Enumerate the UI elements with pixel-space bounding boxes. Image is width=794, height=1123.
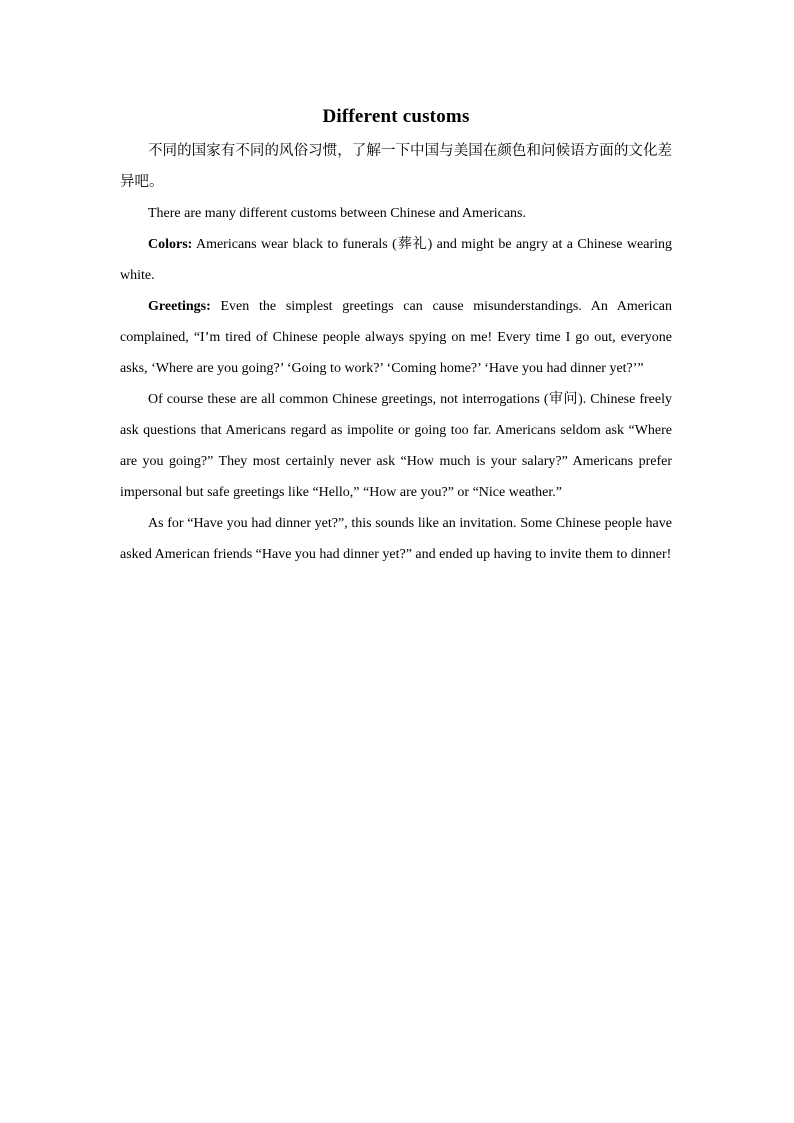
colors-text-b: ) and might be angry at a Chinese wearing white. bbox=[120, 237, 672, 283]
document-title: Different customs bbox=[322, 106, 470, 127]
paragraph-dinner: As for “Have you had dinner yet?”, this sounds like an invitation. Some Chinese people have asked American friends “Have you had dinner yet?” and ended up having to invite them to dinner! bbox=[120, 516, 672, 562]
interrogations-chinese-gloss: 审问 bbox=[548, 391, 579, 407]
paragraph-interrogations bbox=[120, 384, 672, 508]
colors-label: Colors: bbox=[148, 237, 193, 252]
document-page bbox=[120, 104, 672, 570]
paragraph-greetings bbox=[120, 291, 672, 384]
greetings-label: Greetings: bbox=[148, 299, 211, 314]
interrogations-text-a: Of course these are all common Chinese greetings, not interrogations ( bbox=[148, 392, 549, 407]
paragraph-intro: There are many different customs between Chinese and Americans. bbox=[148, 206, 526, 221]
paragraph-colors bbox=[120, 229, 672, 291]
interrogations-text-b: ). Chinese freely ask questions that Americans regard as impolite or going too far. Americans seldom ask “Where are you going?” They most certainly never ask “How much is your salary?” Americans prefer impersonal but safe greetings like “Hello,” “How are you?” or “Nice weather.” bbox=[120, 392, 672, 500]
colors-chinese-gloss: 葬礼 bbox=[396, 236, 428, 252]
chinese-intro: 不同的国家有不同的风俗习惯，了解一下中国与美国在颜色和问候语方面的文化差异吧。 bbox=[120, 143, 672, 190]
colors-text-a: Americans wear black to funerals ( bbox=[192, 237, 397, 252]
greetings-text: Even the simplest greetings can cause misunderstandings. An American complained, “I’m tired of Chinese people always spying on me! Every time I go out, everyone asks, ‘Where are you going?’ ‘Going to work?’ ‘Coming home?’ ‘Have you had dinner yet?’” bbox=[120, 299, 672, 376]
